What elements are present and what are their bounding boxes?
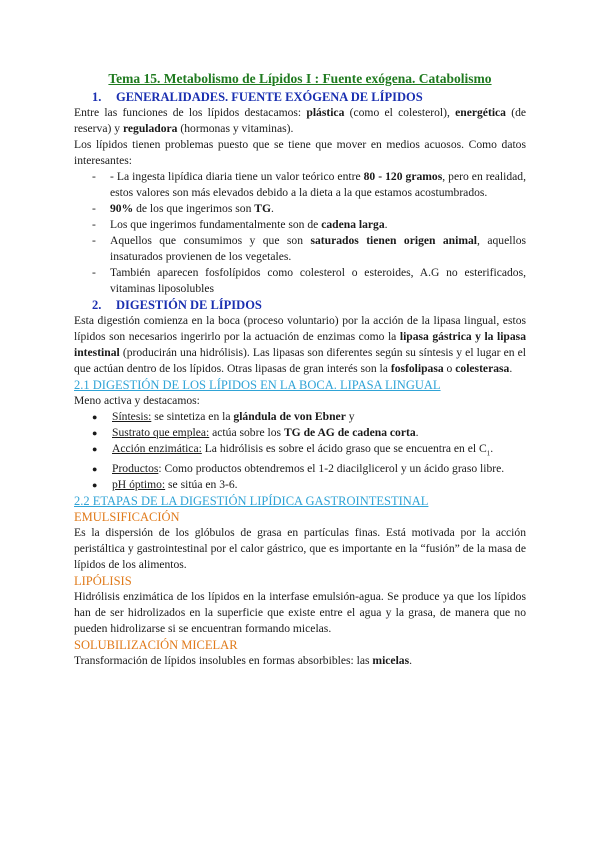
text-run: . (409, 654, 413, 668)
bold-run: micelas (372, 654, 410, 668)
section-2-number: 2. (92, 298, 102, 312)
bold-run: 90% (110, 202, 134, 215)
bold-run: 80 - 120 gramos (363, 170, 443, 183)
bold-run: colesterasa (455, 362, 510, 375)
list-item (90, 217, 526, 233)
list-item (92, 477, 526, 493)
lipolysis-heading: LIPÓLISIS (74, 574, 132, 589)
list-item (90, 201, 526, 217)
text-run: (de reserva) y (74, 106, 527, 135)
list-item (92, 425, 526, 441)
digestion-paragraph (74, 313, 526, 377)
text-run: : Como productos obtendremos el 1-2 diacilglicerol y un ácido graso libre. (158, 462, 505, 476)
list-item (90, 265, 526, 297)
text-run: se sitúa en 3-6. (165, 478, 238, 492)
bold-run: cadena larga (321, 218, 385, 231)
section-2-1-heading: 2.1 DIGESTIÓN DE LOS LÍPIDOS EN LA BOCA. LIPASA LINGUAL (74, 378, 441, 392)
text-run: . (509, 362, 513, 375)
text-run: La hidrólisis es sobre el ácido graso que se encuentra en el C (201, 442, 487, 455)
bold-run: TG de AG de cadena corta (283, 426, 416, 439)
item-label: Productos (112, 462, 159, 476)
item-label: Acción enzimática: (112, 442, 202, 455)
functions-paragraph (74, 105, 526, 137)
bold-run: reguladora (122, 122, 178, 135)
micellar-solubilization-text (74, 653, 526, 669)
text-run: . (271, 202, 274, 215)
text-run: (hormonas y vitaminas). (177, 122, 294, 135)
emulsification-heading: EMULSIFICACIÓN (74, 510, 180, 525)
text-run: - La ingesta lipídica diaria tiene un valor teórico entre (110, 170, 364, 183)
subscript: 1 (486, 449, 491, 458)
list-item (92, 441, 526, 461)
text-run: . (490, 442, 494, 455)
section-1-title: GENERALIDADES. FUENTE EXÓGENA DE LÍPIDOS (116, 90, 423, 104)
bold-run: saturados tienen origen animal (310, 234, 478, 247)
text-run: de los que ingerimos son (133, 202, 255, 215)
list-item (92, 461, 526, 477)
text-run: actúa sobre los (209, 426, 284, 439)
text-run: y (345, 410, 355, 423)
text-run: . (384, 218, 388, 231)
section-2-heading (74, 297, 526, 313)
text-run: También aparecen fosfolípidos como colesterol o esteroides, A.G no esterificados, vitaminas liposolubles (110, 266, 526, 295)
micellar-solubilization-heading: SOLUBILIZACIÓN MICELAR (74, 638, 238, 653)
text-run: , pero en realidad, estos valores son más elevados debido a la dieta a la que estamos acostumbrados. (110, 170, 526, 199)
emulsification-text: Es la dispersión de los glóbulos de grasa en partículas finas. Está motivada por la acción peristáltica y gastrointestinal por el calor gástrico, que es importante en la “fusión” de la masa de lípidos de los alimentos. (74, 526, 526, 572)
text-run: Los que ingerimos fundamentalmente son de (110, 218, 322, 231)
problems-paragraph: Los lípidos tienen problemas puesto que se tiene que mover en medios acuosos. Como datos interesantes: (74, 138, 526, 167)
section-2-title: DIGESTIÓN DE LÍPIDOS (116, 298, 262, 312)
section-2-2-heading: 2.2 ETAPAS DE LA DIGESTIÓN LIPÍDICA GASTROINTESTINAL (74, 494, 429, 509)
section-1-number: 1. (92, 90, 102, 104)
bold-run: lipasa gástrica y la lipasa intestinal (74, 330, 526, 359)
item-label: pH óptimo: (112, 478, 166, 492)
bold-run: TG (254, 202, 272, 215)
list-item (90, 233, 526, 265)
list-item (92, 409, 526, 425)
text-run: . (415, 426, 419, 439)
lipolysis-text: Hidrólisis enzimática de los lípidos en la interfase emulsión-agua. Se produce ya que los lípidos han de ser hidrolizados en la superficie que existe entre el agua y la grasa, de manera que no pueden hidrolizarse si se encuentran formando micelas. (74, 590, 526, 636)
text-run: (producirán una hidrólisis). Las lipasas son diferentes según su síntesis y el lugar en el que actúan dentro de los lípidos. Otras lipasas de gran interés son la (74, 346, 526, 375)
bold-run: energética (455, 106, 506, 119)
lingual-intro: Meno activa y destacamos: (74, 394, 200, 407)
text-run: se sintetiza en la (151, 410, 234, 423)
document-title: Tema 15. Metabolismo de Lípidos I : Fuente exógena. Catabolismo (108, 71, 492, 86)
section-1-heading (74, 89, 526, 105)
list-item (90, 169, 526, 201)
data-list (74, 169, 526, 297)
bold-run: plástica (306, 106, 345, 119)
bold-run: glándula de von Ebner (233, 410, 346, 423)
text-run: , aquellos insaturados provienen de los vegetales. (110, 234, 526, 263)
text-run: Esta digestión comienza en la boca (proceso voluntario) por la acción de la lipasa lingual, estos lípidos son necesarios ingerirlo por la actuación de enzimas como la (74, 314, 526, 343)
lingual-properties-list (74, 409, 526, 493)
bold-run: fosfolipasa (390, 362, 444, 375)
text-run: Transformación de lípidos insolubles en formas absorbibles: las (74, 654, 373, 668)
item-label: Sustrato que emplea: (112, 426, 210, 439)
item-label: Síntesis: (112, 410, 152, 423)
text-run: o (443, 362, 456, 375)
text-run: Aquellos que consumimos y que son (110, 234, 311, 247)
text-run: Entre las funciones de los lípidos destacamos: (74, 106, 307, 119)
text-run: (como el colesterol), (344, 106, 456, 119)
